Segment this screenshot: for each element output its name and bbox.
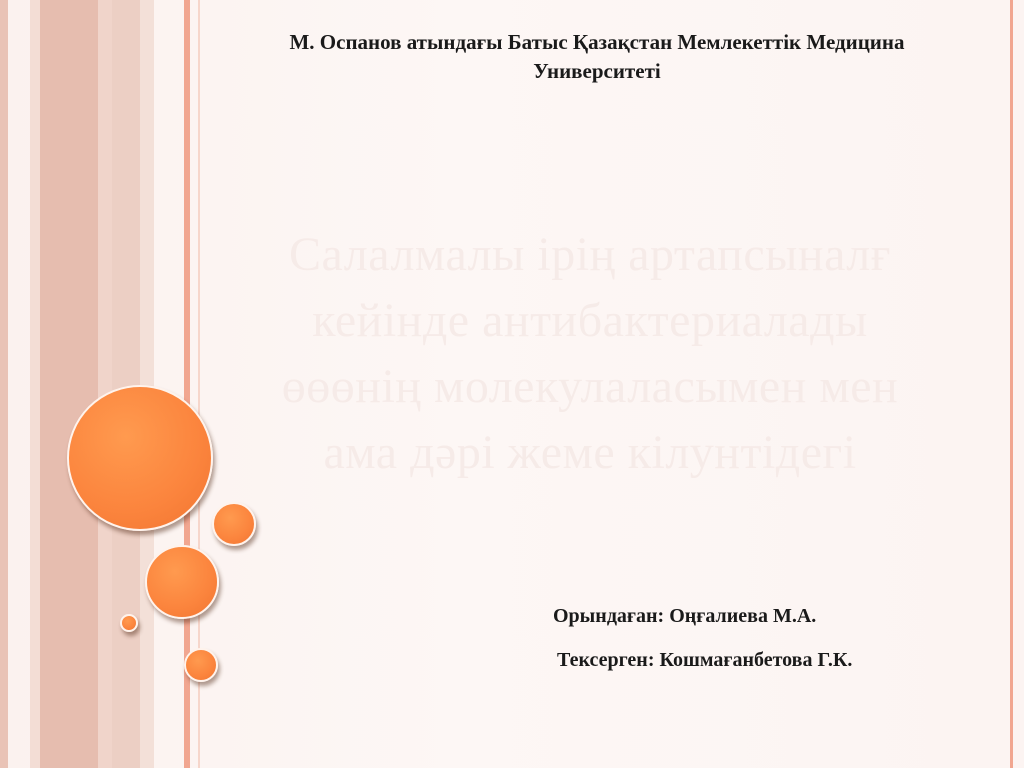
decor-circle-tiny xyxy=(120,614,138,632)
decor-circle-small xyxy=(212,502,256,546)
title-line-4: ама дəрі жеме кілунтідегі xyxy=(323,426,857,479)
performed-by: Орындаған: Оңғалиева М.А. xyxy=(553,605,817,627)
header-line-2: Университеті xyxy=(533,59,661,83)
decor-stripe xyxy=(0,0,8,768)
decor-stripe xyxy=(140,0,154,768)
slide-title xyxy=(190,222,990,486)
decor-circle-large xyxy=(67,385,213,531)
decor-stripe xyxy=(40,0,98,768)
university-header xyxy=(212,28,982,86)
decor-stripe xyxy=(30,0,40,768)
title-line-1: Салалмалы ірің артапсыналғ xyxy=(289,228,891,281)
decor-stripe xyxy=(1010,0,1013,768)
decor-circle-medium xyxy=(145,545,219,619)
checked-by: Тексерген: Кошмағанбетова Г.К. xyxy=(557,649,853,671)
header-line-1: М. Оспанов атындағы Батыс Қазақстан Мемлекеттік Медицина xyxy=(289,30,905,54)
title-line-2: кейінде антибактериалады xyxy=(312,294,868,347)
title-line-3: өөөнің молекулаласымен мен xyxy=(281,360,899,413)
decor-stripe xyxy=(98,0,112,768)
decor-stripe xyxy=(112,0,140,768)
decor-circle-small xyxy=(184,648,218,682)
